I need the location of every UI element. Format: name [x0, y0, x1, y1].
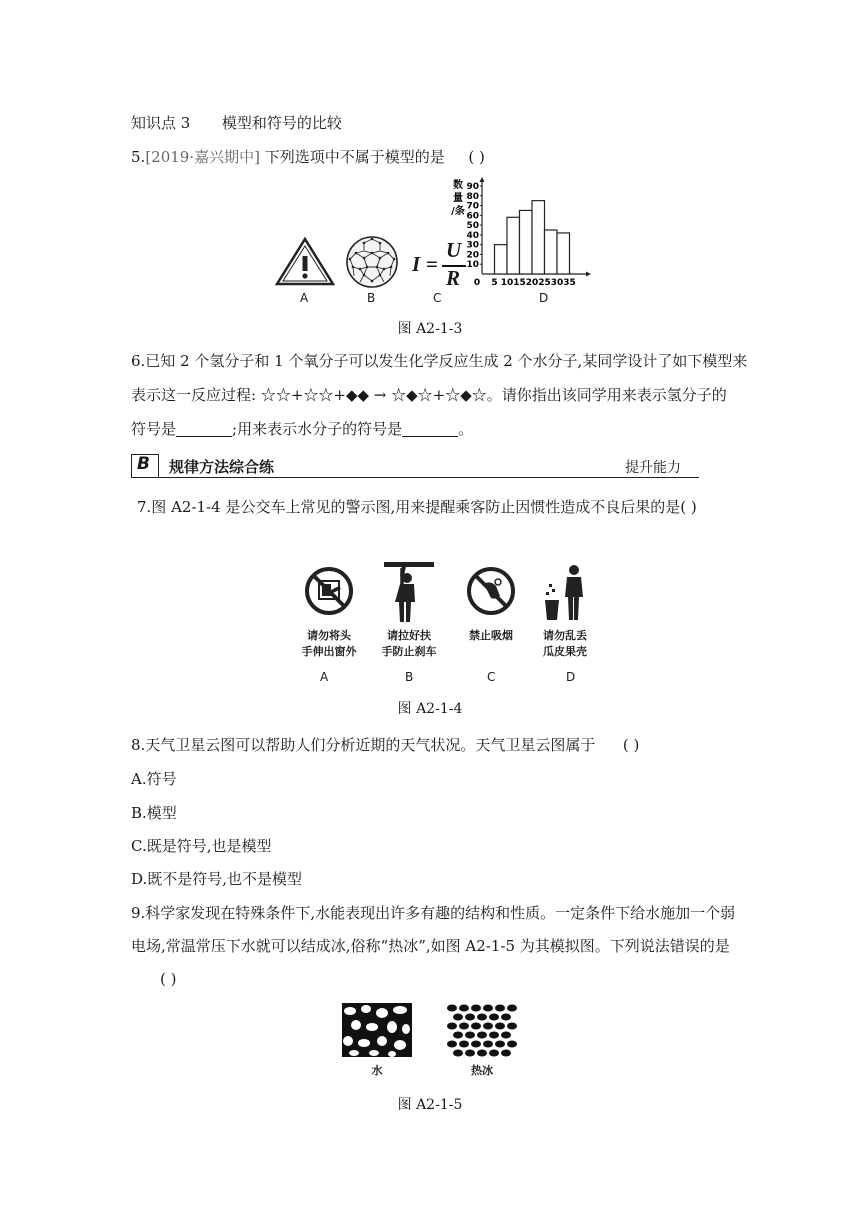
section-heading	[131, 112, 342, 133]
section-b-banner	[131, 452, 699, 478]
option-label-b: B	[367, 291, 376, 305]
y-tick-label: 70	[466, 201, 479, 212]
question-text: 下列选项中不属于模型的是	[264, 148, 445, 166]
answer-paren: ( )	[468, 148, 485, 166]
sign-c-text	[456, 628, 526, 644]
formula-equals: =	[426, 252, 438, 276]
section-b-rule	[131, 477, 699, 478]
question-8-text: 8.天气卫星云图可以帮助人们分析近期的天气状况。天气卫星云图属于	[131, 736, 596, 754]
question-source: [2019·嘉兴期中]	[145, 148, 260, 166]
warning-triangle-icon	[274, 236, 336, 288]
sign-a-line-1: 请勿将头	[307, 629, 351, 642]
question-9-line-2: 电场,常温常压下水就可以结成冰,俗称“热冰”,如图 A2-1-5 为其模拟图。下列说法错误的是	[131, 937, 730, 955]
sign-c-line-1: 禁止吸烟	[469, 629, 513, 642]
no-smoking-sign-icon	[466, 566, 516, 616]
water-label: 水	[371, 1064, 383, 1077]
q6-text-b: ;用来表示水分子的符号是	[232, 420, 403, 438]
bar-chart	[450, 176, 592, 291]
sign-a-line-2: 手伸出窗外	[301, 645, 357, 658]
x-tick-label: 35	[563, 278, 576, 288]
answer-paren: ( )	[622, 736, 640, 754]
y-tick-label: 20	[466, 250, 479, 261]
sign-d-line-2: 瓜皮果壳	[543, 645, 587, 658]
sign-option-d: D	[566, 670, 576, 684]
figure-caption-a2-1-4: 图 A2-1-4	[397, 701, 463, 717]
hot-ice-molecules-image	[446, 1003, 518, 1057]
x-tick-label: 20	[525, 278, 539, 288]
sign-b-line-1: 请拉好扶	[387, 629, 431, 642]
question-6-line-1: 6.已知 2 个氢分子和 1 个氧分子可以发生化学反应生成 2 个水分子,某同学设计了如下模型来	[131, 352, 748, 370]
option-a[interactable]: A.符号	[131, 770, 177, 788]
no-littering-sign-icon	[540, 562, 590, 622]
x-tick-label: 5	[491, 278, 498, 288]
option-label-a: A	[300, 291, 309, 305]
sign-d-line-1: 请勿乱丢	[543, 629, 587, 642]
sign-d-text	[530, 628, 600, 660]
formula-numerator: U	[446, 238, 462, 262]
y-tick-label: 10	[466, 260, 479, 271]
option-label-d: D	[539, 291, 549, 305]
y-tick-label: 80	[466, 191, 479, 202]
y-axis-arrow	[480, 177, 485, 182]
y-tick-label: 30	[466, 240, 479, 251]
section-title: 模型和符号的比较	[221, 114, 342, 132]
question-5	[131, 146, 485, 167]
sign-b-line-2: 手防止刹车	[381, 645, 437, 658]
option-c[interactable]: C.既是符号,也是模型	[131, 837, 272, 855]
x-tick-label: 30	[550, 278, 564, 288]
section-b-letter: B	[137, 454, 150, 474]
formula-denominator: R	[446, 266, 461, 290]
question-7: 7.图 A2-1-4 是公交车上常见的警示图,用来提醒乘客防止因惯性造成不良后果的是( )	[137, 498, 697, 516]
question-9-line-1: 9.科学家发现在特殊条件下,水能表现出许多有趣的结构和性质。一定条件下给水施加一个弱	[131, 904, 736, 922]
bar	[507, 217, 520, 274]
q6-text-c: 。	[458, 420, 474, 438]
option-d[interactable]: D.既不是符号,也不是模型	[131, 870, 303, 888]
section-b-subtitle: 提升能力	[625, 460, 681, 476]
no-head-out-window-sign-icon	[304, 566, 354, 616]
question-6-line-2: 表示这一反应过程: ☆☆+☆☆+◆◆ → ☆◆☆+☆◆☆。请你指出该同学用来表示氢分子的	[131, 386, 727, 404]
bar	[520, 210, 533, 274]
formula-lhs: I	[412, 252, 421, 276]
x-tick-label: 0	[473, 278, 481, 288]
y-axis-label: 数	[453, 180, 463, 191]
fullerene-molecule-icon	[344, 234, 400, 290]
sign-b-text	[374, 628, 444, 660]
x-tick-label: 10	[500, 278, 514, 288]
section-b-title: 规律方法综合练	[169, 458, 275, 476]
bar	[557, 233, 570, 274]
water-molecules-image	[342, 1003, 412, 1057]
x-tick-label: 25	[538, 278, 551, 288]
option-b[interactable]: B.模型	[131, 804, 177, 822]
y-tick-label: 60	[466, 211, 479, 222]
bar	[532, 201, 545, 274]
option-label-c: C	[433, 291, 442, 305]
y-tick-label: 90	[466, 182, 479, 192]
section-label: 知识点 3	[131, 114, 191, 132]
y-axis-label: 量	[453, 193, 463, 204]
bar	[545, 230, 558, 274]
hold-handrail-sign-icon	[382, 560, 436, 624]
sign-a-text	[294, 628, 364, 660]
answer-paren: ( )	[160, 970, 177, 988]
y-tick-label: 40	[466, 230, 479, 241]
hot-ice-label: 热冰	[471, 1064, 493, 1077]
figure-caption-a2-1-3: 图 A2-1-3	[397, 321, 463, 337]
sign-option-b: B	[405, 670, 414, 684]
y-tick-label: 50	[466, 221, 479, 232]
answer-blank-water[interactable]	[402, 422, 458, 437]
bar	[495, 245, 508, 274]
q6-text-a: 符号是	[131, 420, 177, 438]
question-6-line-3	[131, 418, 473, 439]
y-axis-label: /条	[451, 206, 465, 217]
x-axis-arrow	[586, 272, 591, 277]
x-tick-label: 15	[513, 278, 526, 288]
figure-caption-a2-1-5: 图 A2-1-5	[397, 1097, 463, 1113]
answer-blank-hydrogen[interactable]	[176, 422, 232, 437]
question-8	[131, 734, 639, 755]
sign-option-a: A	[320, 670, 329, 684]
question-number: 5.	[131, 148, 146, 166]
sign-option-c: C	[487, 670, 496, 684]
